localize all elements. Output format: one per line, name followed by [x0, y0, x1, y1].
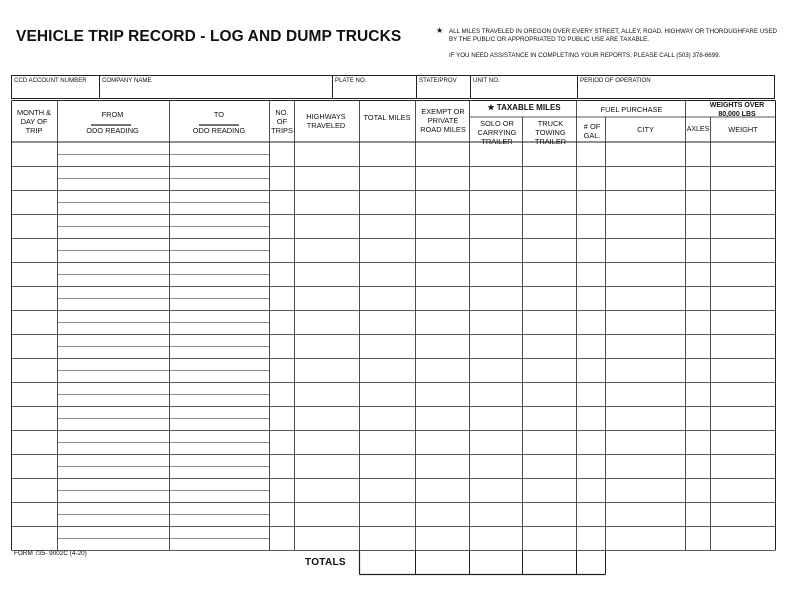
form-title: VEHICLE TRIP RECORD - LOG AND DUMP TRUCKS: [16, 28, 402, 45]
ccd-account-field[interactable]: [12, 76, 99, 98]
state-prov-field[interactable]: [416, 76, 470, 98]
totals-label: TOTALS: [305, 557, 346, 568]
instructions-notes: [436, 28, 781, 60]
header-gallons: # OF GAL.: [583, 122, 601, 140]
ccd-account-label: CCD ACCOUNT NUMBER: [14, 77, 87, 84]
header-from-odo: ODO READING: [86, 126, 139, 135]
plate-no-field[interactable]: [332, 76, 416, 98]
star-icon: ★: [436, 26, 444, 35]
header-from: FROM: [101, 110, 124, 119]
state-prov-label: STATE/PROV: [419, 77, 457, 84]
header-axles: AXLES: [686, 126, 710, 133]
period-label: PERIOD OF OPERATION: [580, 77, 651, 84]
trip-log-grid: [11, 100, 777, 576]
header-total-miles: TOTAL MILES: [363, 113, 411, 122]
unit-no-field[interactable]: [470, 76, 577, 98]
company-name-label: COMPANY NAME: [102, 77, 152, 84]
header-city: CITY: [637, 125, 654, 134]
header-highways: HIGHWAYS TRAVELED: [306, 112, 346, 130]
plate-no-label: PLATE NO.: [335, 77, 367, 84]
header-solo: SOLO OR CARRYING TRAILER: [477, 119, 517, 146]
unit-no-label: UNIT NO.: [473, 77, 500, 84]
taxable-miles-note: ALL MILES TRAVELED IN OREGON OVER EVERY STREET, ALLEY, ROAD, HIGHWAY OR THOROUGHFARE USED BY THE PUBLIC OR APPROPRIATED TO PUBLIC USE ARE TAXABLE.: [449, 28, 778, 44]
header-fuel-purchase: FUEL PURCHASE: [600, 105, 663, 114]
form-number: FORM 735- 9002C (4-20): [14, 550, 87, 557]
header-weight: WEIGHT: [728, 125, 758, 134]
header-no-trips: NO. OF TRIPS: [271, 108, 293, 135]
header-to-odo: ODO READING: [192, 126, 246, 135]
period-of-operation-field[interactable]: [577, 76, 774, 98]
header-truck-towing: TRUCK TOWING TRAILER: [534, 119, 567, 146]
trip-log-table: [11, 100, 777, 576]
assistance-note: IF YOU NEED ASSISTANCE IN COMPLETING YOUR REPORTS, PLEASE CALL (503) 378-6699.: [449, 51, 721, 59]
header-month-day: MONTH & DAY OF TRIP: [16, 108, 52, 135]
header-weights: WEIGHTS OVER 80,000 LBS: [709, 102, 765, 118]
header-taxable-miles: ★ TAXABLE MILES: [487, 103, 561, 112]
header-exempt: EXEMPT OR PRIVATE ROAD MILES: [420, 107, 466, 134]
header-to: TO: [213, 110, 225, 119]
account-info-bar: [11, 75, 775, 99]
company-name-field[interactable]: [99, 76, 332, 98]
